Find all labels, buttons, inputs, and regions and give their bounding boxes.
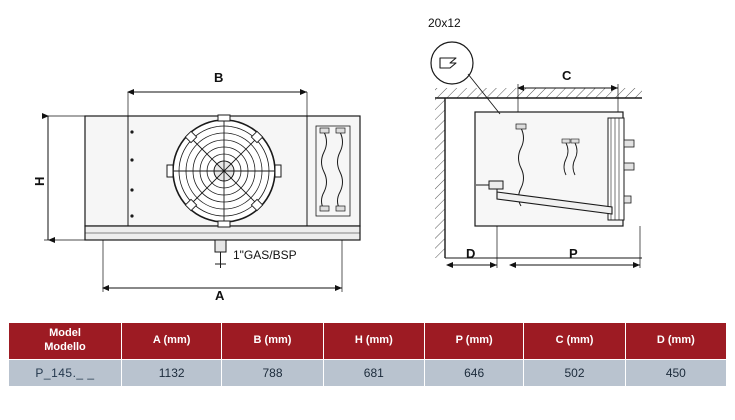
table-row bbox=[9, 359, 727, 386]
dim-b bbox=[128, 92, 307, 116]
header-a: A (mm) bbox=[122, 323, 222, 360]
label-callout-size: 20x12 bbox=[428, 16, 461, 30]
cell-model: P_145._ _ bbox=[9, 359, 122, 386]
cell-a: 1132 bbox=[122, 359, 222, 386]
header-p: P (mm) bbox=[424, 323, 523, 360]
header-d: D (mm) bbox=[625, 323, 726, 360]
table-header-row bbox=[9, 323, 727, 360]
front-view bbox=[44, 92, 360, 292]
header-c: C (mm) bbox=[524, 323, 625, 360]
cell-d: 450 bbox=[625, 359, 726, 386]
label-p: P bbox=[569, 246, 578, 261]
header-model-line2: Modello bbox=[44, 340, 86, 353]
label-c: C bbox=[562, 68, 572, 83]
header-model-line1: Model bbox=[49, 327, 81, 339]
label-h: H bbox=[32, 176, 47, 186]
label-drain-size: 1"GAS/BSP bbox=[233, 248, 297, 262]
header-h: H (mm) bbox=[323, 323, 424, 360]
cell-c: 502 bbox=[524, 359, 625, 386]
label-b: B bbox=[214, 70, 224, 85]
cell-h: 681 bbox=[323, 359, 424, 386]
side-view bbox=[431, 42, 642, 268]
drain-connection bbox=[215, 240, 226, 268]
cell-b: 788 bbox=[222, 359, 323, 386]
header-model bbox=[9, 323, 122, 360]
label-a: A bbox=[215, 288, 225, 303]
label-d: D bbox=[466, 246, 476, 261]
dimensions-table bbox=[8, 322, 727, 387]
header-b: B (mm) bbox=[222, 323, 323, 360]
cell-p: 646 bbox=[424, 359, 523, 386]
dim-h bbox=[44, 116, 85, 240]
